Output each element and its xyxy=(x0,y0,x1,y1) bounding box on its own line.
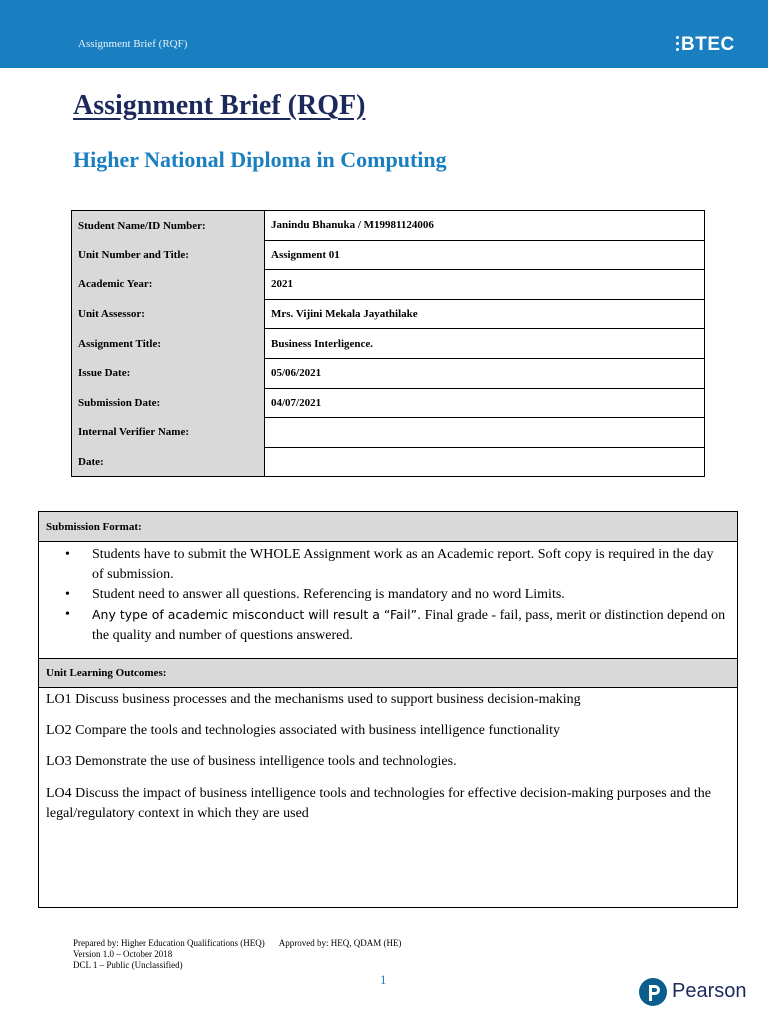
submission-format-list xyxy=(39,542,737,646)
info-value: Assignment 01 xyxy=(265,240,705,270)
info-value: 05/06/2021 xyxy=(265,358,705,388)
misconduct-text: Any type of academic misconduct will result a “Fail”. xyxy=(92,607,422,622)
learning-outcome-lo3: LO3 Demonstrate the use of business intelligence tools and technologies. xyxy=(46,754,457,769)
info-label: Date: xyxy=(72,447,265,477)
table-row xyxy=(72,299,705,329)
footer-approved-by: Approved by: HEQ, QDAM (HE) xyxy=(278,938,402,948)
table-row xyxy=(72,388,705,418)
learning-outcome-lo2: LO2 Compare the tools and technologies associated with business intelligence functionality xyxy=(46,723,560,738)
page-title: Assignment Brief (RQF) xyxy=(73,90,366,121)
table-row xyxy=(72,211,705,241)
table-row xyxy=(72,240,705,270)
info-label: Submission Date: xyxy=(72,388,265,418)
info-label: Unit Number and Title: xyxy=(72,240,265,270)
learning-outcome-lo4: LO4 Discuss the impact of business intelligence tools and technologies for effective decision-making purposes and the legal/regulatory context in which they are used xyxy=(46,786,711,821)
info-label: Assignment Title: xyxy=(72,329,265,359)
info-label: Student Name/ID Number: xyxy=(72,211,265,241)
list-item: • Students have to submit the WHOLE Assignment work as an Academic report. Soft copy is required in the day of submission. xyxy=(92,545,727,585)
info-value: Mrs. Vijini Mekala Jayathilake xyxy=(265,299,705,329)
btec-dots-icon xyxy=(676,36,679,51)
info-label: Academic Year: xyxy=(72,270,265,300)
page-subtitle: Higher National Diploma in Computing xyxy=(73,147,447,172)
table-row xyxy=(72,447,705,477)
submission-outcomes-box xyxy=(38,511,738,908)
info-label: Unit Assessor: xyxy=(72,299,265,329)
info-value: Janindu Bhanuka / M19981124006 xyxy=(265,211,705,241)
table-row xyxy=(72,418,705,448)
header-doc-title: Assignment Brief (RQF) xyxy=(78,38,188,50)
submission-format-header: Submission Format: xyxy=(39,512,737,542)
learning-outcomes-header: Unit Learning Outcomes: xyxy=(39,658,737,688)
info-label: Issue Date: xyxy=(72,358,265,388)
pearson-logo-text: Pearson xyxy=(672,980,747,1002)
btec-logo xyxy=(676,34,735,56)
grade-text: Final grade - fail, pass, merit or distinction depend on the quality and number of questions answered. xyxy=(92,608,726,643)
info-value: Business Interligence. xyxy=(265,329,705,359)
btec-logo-text: BTEC xyxy=(681,34,735,55)
pearson-logo-icon xyxy=(638,977,668,1007)
table-row xyxy=(72,270,705,300)
info-value xyxy=(265,418,705,448)
info-value: 2021 xyxy=(265,270,705,300)
student-info-table xyxy=(71,210,705,477)
footer-dcl: DCL 1 – Public (Unclassified) xyxy=(73,960,183,970)
learning-outcome-lo1: LO1 Discuss business processes and the mechanisms used to support business decision-making xyxy=(46,692,581,707)
header-bar xyxy=(0,0,768,68)
table-row xyxy=(72,329,705,359)
info-value: 04/07/2021 xyxy=(265,388,705,418)
info-label: Internal Verifier Name: xyxy=(72,418,265,448)
info-value xyxy=(265,447,705,477)
table-row xyxy=(72,358,705,388)
footer-meta xyxy=(73,938,401,971)
footer-version: Version 1.0 – October 2018 xyxy=(73,949,173,959)
footer-prepared-by: Prepared by: Higher Education Qualifications (HEQ) xyxy=(73,938,265,948)
list-item: • Student need to answer all questions. Referencing is mandatory and no word Limits. xyxy=(92,585,727,605)
page-number: 1 xyxy=(380,972,387,987)
list-item xyxy=(92,605,727,646)
